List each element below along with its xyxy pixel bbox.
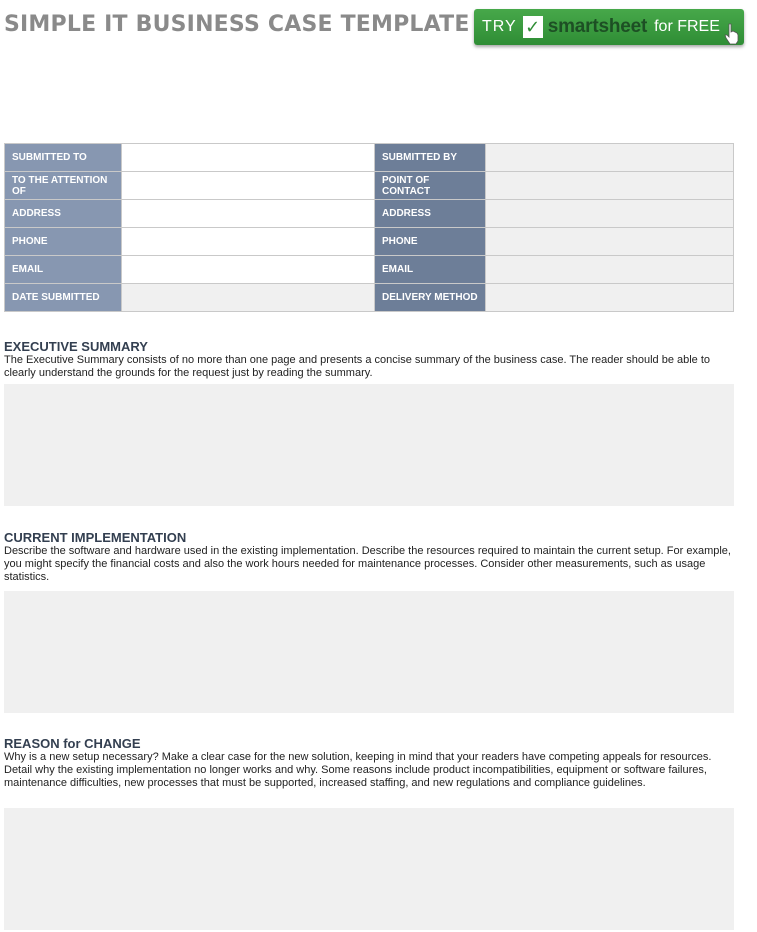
reason-for-change-input[interactable] (4, 808, 734, 930)
reason-for-change-heading: REASON for CHANGE (4, 736, 141, 751)
cta-brand-text: smartsheet (547, 16, 648, 37)
executive-summary-input[interactable] (4, 384, 734, 506)
attention-of-label: TO THE ATTENTION OF (5, 172, 122, 200)
hand-pointer-icon (724, 23, 740, 45)
to-address-label: ADDRESS (5, 200, 122, 228)
current-implementation-input[interactable] (4, 591, 734, 713)
submitted-to-label: SUBMITTED TO (5, 144, 122, 172)
reason-for-change-description: Why is a new setup necessary? Make a clear case for the new solution, keeping in mind that your readers have competing appeals for resources. Detail why the existing implementation no longer works and why. Some reasons include product incompatibilities, equipment or software failures, maintenance difficulties, new processes that must be supported, increased staffing, and new regulations and compliance guidelines. (4, 751, 712, 789)
current-implementation-description: Describe the software and hardware used in the existing implementation. Describe the resources required to maintain the current setup. For example, you might specify the financial costs and also the work hours needed for maintenance processes. Consider other measurements, such as usage statistics. (4, 545, 731, 583)
executive-summary-description: The Executive Summary consists of no more than one page and presents a concise summary of the business case. The reader should be able to clearly understand the grounds for the request just by reading the summary. (4, 354, 711, 379)
executive-summary-heading: EXECUTIVE SUMMARY (4, 339, 148, 354)
table-row (5, 144, 734, 172)
page-title: SIMPLE IT BUSINESS CASE TEMPLATE (4, 12, 470, 37)
to-email-label: EMAIL (5, 256, 122, 284)
delivery-method-field[interactable] (486, 284, 734, 312)
to-email-field[interactable] (122, 256, 375, 284)
submitted-by-field[interactable] (486, 144, 734, 172)
to-phone-field[interactable] (122, 228, 375, 256)
attention-of-field[interactable] (122, 172, 375, 200)
cta-free-text: for FREE (654, 18, 720, 35)
delivery-method-label: DELIVERY METHOD (375, 284, 486, 312)
submitted-by-label: SUBMITTED BY (375, 144, 486, 172)
by-address-field[interactable] (486, 200, 734, 228)
to-phone-label: PHONE (5, 228, 122, 256)
date-submitted-label: DATE SUBMITTED (5, 284, 122, 312)
current-implementation-heading: CURRENT IMPLEMENTATION (4, 530, 187, 545)
by-address-label: ADDRESS (375, 200, 486, 228)
table-row (5, 200, 734, 228)
table-row (5, 172, 734, 200)
table-row (5, 256, 734, 284)
by-email-field[interactable] (486, 256, 734, 284)
try-smartsheet-button[interactable] (474, 9, 744, 45)
table-row (5, 228, 734, 256)
point-of-contact-label: POINT OF CONTACT (375, 172, 486, 200)
submitted-to-field[interactable] (122, 144, 375, 172)
by-phone-label: PHONE (375, 228, 486, 256)
point-of-contact-field[interactable] (486, 172, 734, 200)
date-submitted-field[interactable] (122, 284, 375, 312)
table-row (5, 284, 734, 312)
to-address-field[interactable] (122, 200, 375, 228)
by-email-label: EMAIL (375, 256, 486, 284)
by-phone-field[interactable] (486, 228, 734, 256)
submission-info-table (4, 143, 734, 312)
checkmark-icon: ✓ (523, 16, 543, 38)
cta-try-text: TRY (482, 18, 517, 35)
